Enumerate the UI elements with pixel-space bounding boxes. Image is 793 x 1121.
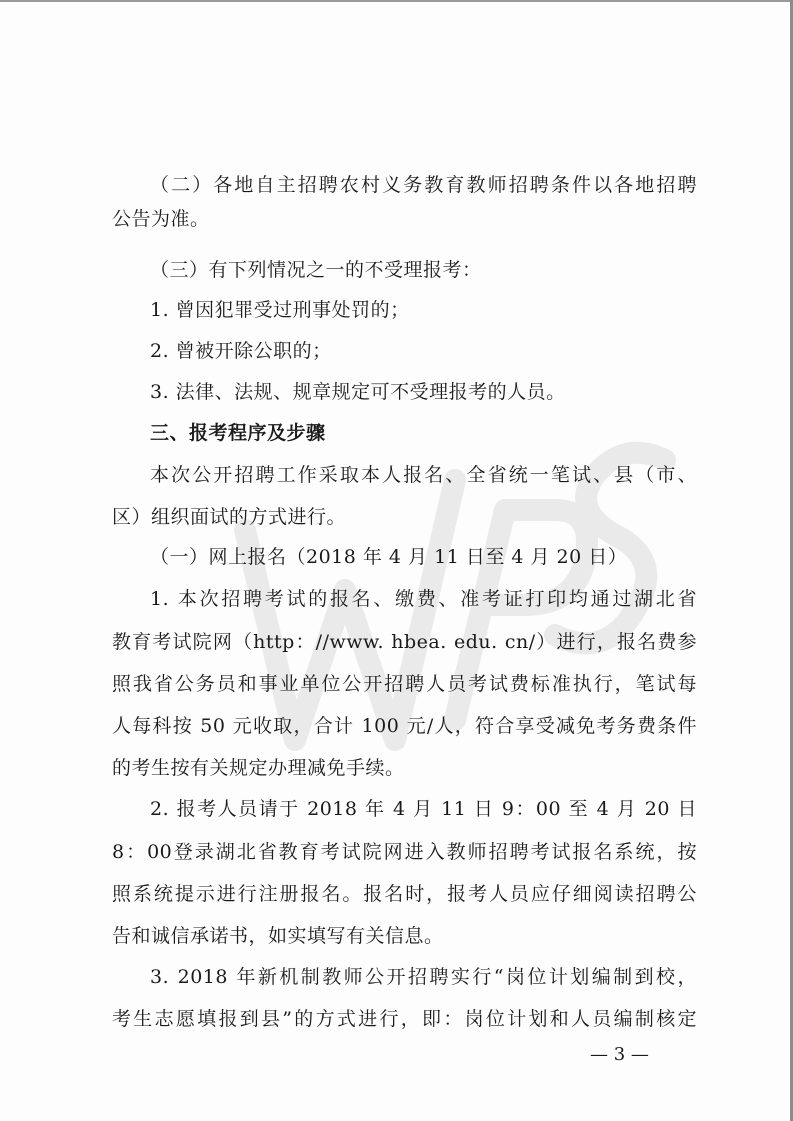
paragraph-line: 2. 报考人员请于 2018 年 4 月 11 日 9：00 至 4 月 20 日 xyxy=(150,798,697,820)
page-number: — 3 — xyxy=(590,1044,649,1065)
paragraph-line: 教育考试院网（http：//www. hbea. edu. cn/）进行，报名费参 xyxy=(112,631,697,653)
paragraph-line: 1. 本次招聘考试的报名、缴费、准考证打印均通过湖北省 xyxy=(150,588,697,610)
paragraph-line: 考生志愿填报到县”的方式进行，即：岗位计划和人员编制核定 xyxy=(112,1008,697,1030)
paragraph-line: 告和诚信承诺书，如实填写有关信息。 xyxy=(112,925,444,947)
paragraph-line: 公告为准。 xyxy=(112,208,210,230)
paragraph-line: （三）有下列情况之一的不受理报考： xyxy=(150,259,482,281)
paragraph-line: 1. 曾因犯罪受过刑事处罚的； xyxy=(150,299,410,321)
paragraph-line: 的考生按有关规定办理减免手续。 xyxy=(112,757,405,779)
paragraph-line: 3. 2018 年新机制教师公开招聘实行“岗位计划编制到校， xyxy=(150,966,697,988)
paragraph-line: 照我省公务员和事业单位公开招聘人员考试费标准执行，笔试每 xyxy=(112,673,697,695)
paragraph-line: （二）各地自主招聘农村义务教育教师招聘条件以各地招聘 xyxy=(150,174,697,196)
paragraph-line: 8：00登录湖北省教育考试院网进入教师招聘考试报名系统，按 xyxy=(112,841,697,863)
paragraph-line: 照系统提示进行注册报名。报名时，报考人员应仔细阅读招聘公 xyxy=(112,883,697,905)
paragraph-line: 2. 曾被开除公职的； xyxy=(150,340,332,362)
paragraph-line: 3. 法律、法规、规章规定可不受理报考的人员。 xyxy=(150,381,566,403)
paragraph-line: 区）组织面试的方式进行。 xyxy=(112,506,347,528)
page-edge-top xyxy=(0,0,793,2)
paragraph-line: 人每科按 50 元收取，合计 100 元/人，符合享受减免考务费条件 xyxy=(112,715,697,737)
subsection-heading: （一）网上报名（2018 年 4 月 11 日至 4 月 20 日） xyxy=(150,546,628,568)
paragraph-line: 本次公开招聘工作采取本人报名、全省统一笔试、县（市、 xyxy=(150,464,697,486)
section-heading: 三、报考程序及步骤 xyxy=(150,422,326,444)
